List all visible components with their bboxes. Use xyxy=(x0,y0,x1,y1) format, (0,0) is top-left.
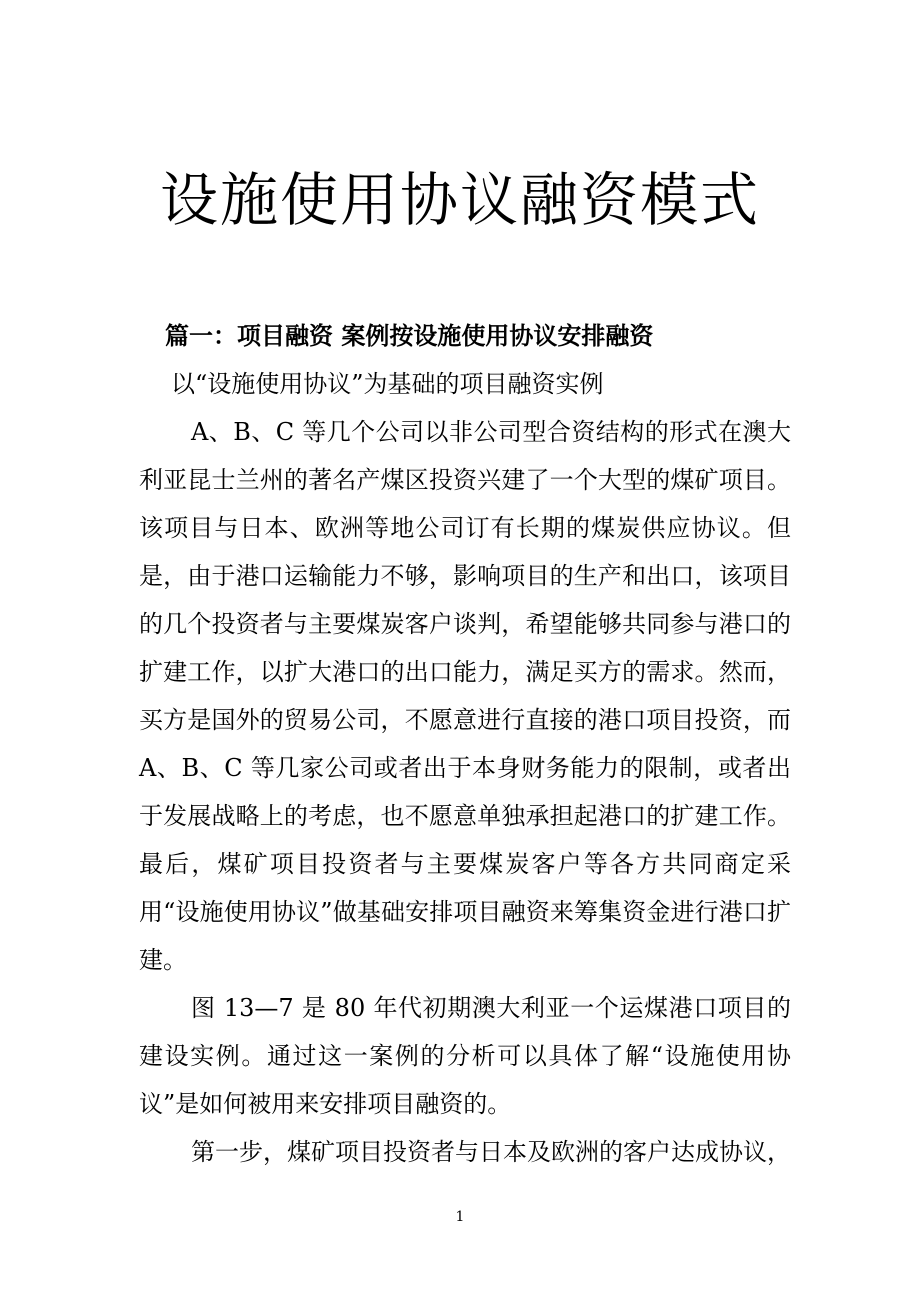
paragraph-3: 第一步，煤矿项目投资者与日本及欧洲的客户达成协议， xyxy=(191,1138,791,1166)
paragraph-1: A、B、C 等几个公司以非公司型合资结构的形式在澳大利亚昆士兰州的著名产煤区投资兴建了一个大型的煤矿项目。该项目与日本、欧洲等地公司订有长期的煤炭供应协议。但是，由于港口运输能力不够，影响项目的生产和出口，该项目的几个投资者与主要煤炭客户谈判，希望能够共同参与港口的扩建工作，以扩大港口的出口能力，满足买方的需求。然而，买方是国外的贸易公司，不愿意进行直接的港口项目投资，而 A、B、C 等几家公司或者出于本身财务能力的限制，或者出于发展战略上的考虑，也不愿意单独承担起港口的扩建工作。最后，煤矿项目投资者与主要煤炭客户等各方共同商定采用“设施使用协议”做基础安排项目融资来筹集资金进行港口扩建。 xyxy=(139,418,791,974)
paragraph-2: 图 13—7 是 80 年代初期澳大利亚一个运煤港口项目的建设实例。通过这一案例的分析可以具体了解“设施使用协议”是如何被用来安排项目融资的。 xyxy=(139,994,791,1118)
subsection-heading: 以“设施使用协议”为基础的项目融资实例 xyxy=(171,370,604,398)
document-title: 设施使用协议融资模式 xyxy=(159,166,760,234)
document-body xyxy=(139,312,791,1176)
section-heading: 篇一：项目融资 案例按设施使用协议安排融资 xyxy=(165,321,654,350)
page-number: 1 xyxy=(455,1209,465,1225)
